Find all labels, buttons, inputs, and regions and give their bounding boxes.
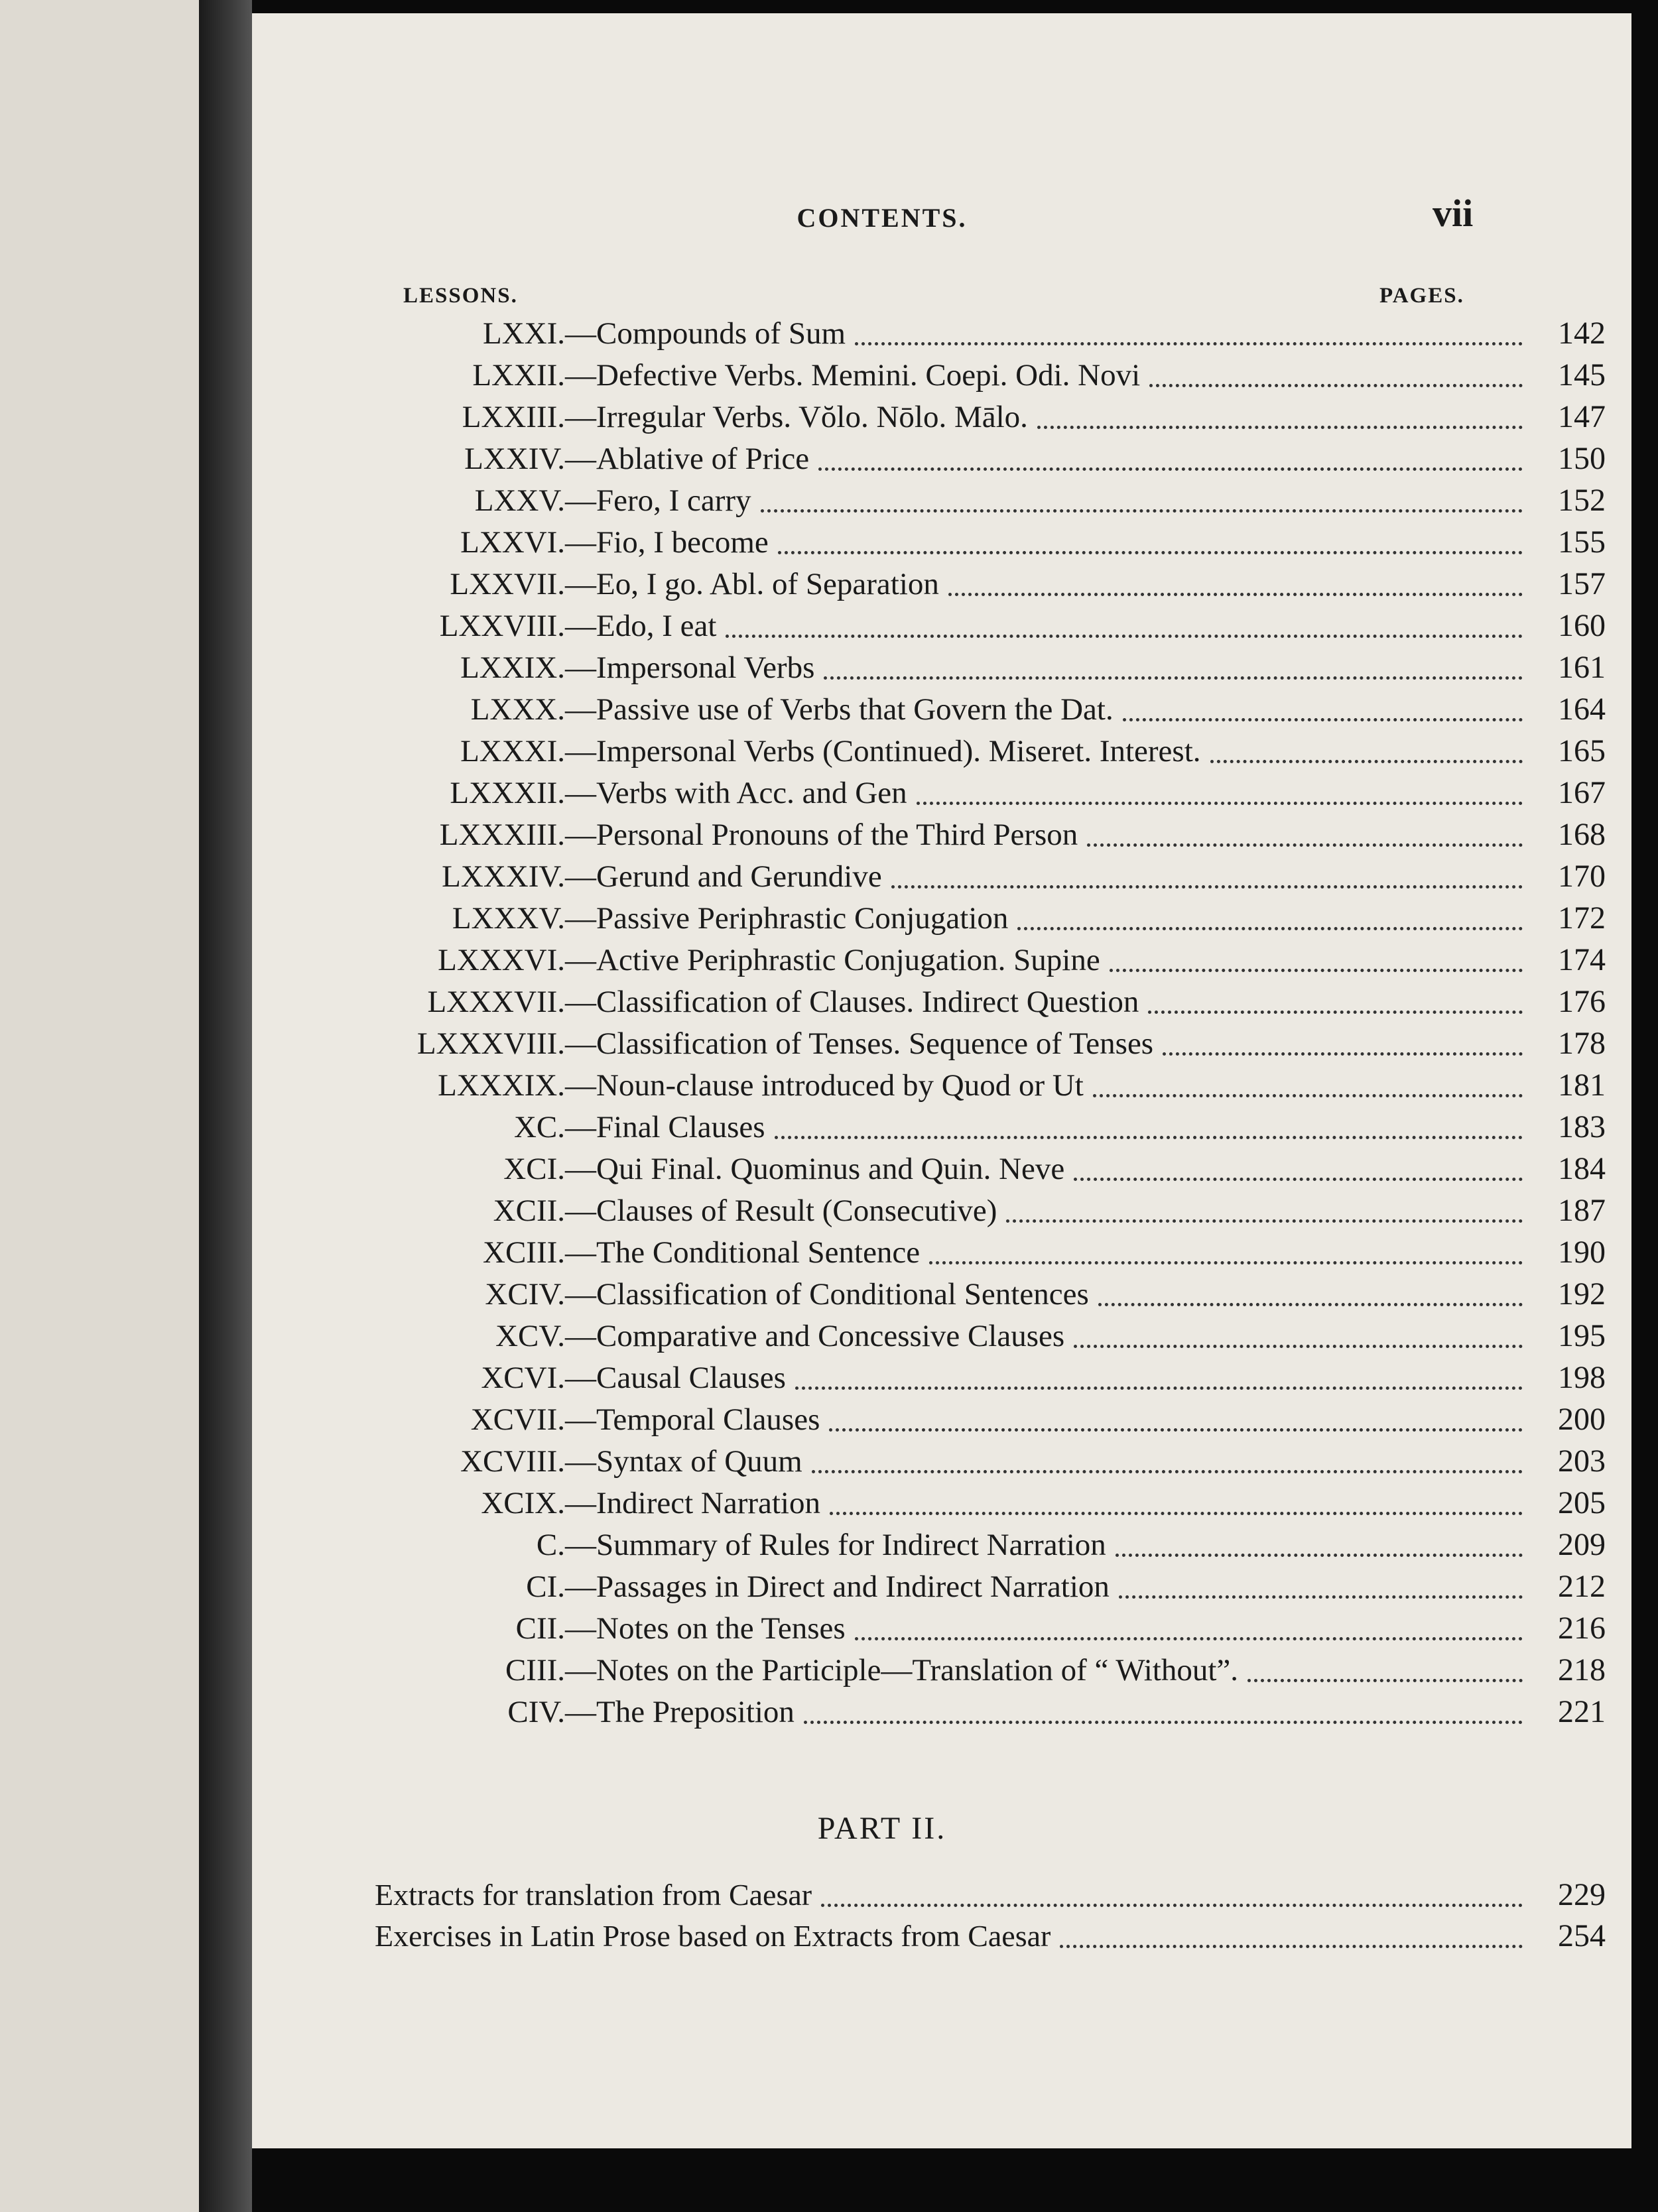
lesson-page: 212 <box>1558 1569 1606 1604</box>
lesson-title: Fero, I carry <box>596 483 751 518</box>
lesson-dash: — <box>565 1194 596 1228</box>
part2-page: 229 <box>1558 1877 1606 1912</box>
lesson-dash: — <box>565 1695 596 1729</box>
lesson-title: Notes on the Tenses <box>596 1611 846 1646</box>
lesson-title: Clauses of Result (Consecutive) <box>596 1194 997 1228</box>
lesson-page: 195 <box>1558 1318 1606 1353</box>
lesson-dash: — <box>565 1152 596 1186</box>
lesson-row <box>252 1610 1631 1652</box>
lesson-page: 181 <box>1558 1068 1606 1103</box>
lesson-number: LXXV. <box>474 483 565 518</box>
lesson-row <box>252 816 1631 858</box>
lesson-number: LXXXV. <box>452 901 565 936</box>
lesson-number: XCV. <box>495 1319 565 1353</box>
lesson-number: XCIII. <box>483 1235 565 1270</box>
part2-page: 254 <box>1558 1918 1606 1953</box>
lesson-page: 178 <box>1558 1026 1606 1061</box>
lesson-row <box>252 315 1631 357</box>
dot-leader <box>821 1904 1523 1907</box>
lesson-title: Temporal Clauses <box>596 1402 820 1437</box>
lesson-number: LXXXI. <box>460 734 565 768</box>
lesson-dash: — <box>565 1361 596 1395</box>
lesson-page: 164 <box>1558 692 1606 727</box>
dot-leader <box>929 1261 1523 1264</box>
part2-row <box>375 1876 1631 1918</box>
dot-leader <box>917 802 1523 805</box>
running-head: CONTENTS. <box>797 203 968 233</box>
lesson-title: Qui Final. Quominus and Quin. Neve <box>596 1152 1065 1186</box>
lesson-number: LXXXII. <box>450 776 565 810</box>
lesson-row <box>252 607 1631 649</box>
lesson-title: Indirect Narration <box>596 1486 820 1520</box>
lesson-page: 205 <box>1558 1485 1606 1520</box>
lesson-row <box>252 1150 1631 1192</box>
lesson-row <box>252 691 1631 733</box>
lesson-dash: — <box>565 1653 596 1688</box>
lesson-dash: — <box>565 567 596 601</box>
lessons-list <box>252 315 1631 1735</box>
lesson-number: XCVII. <box>470 1402 565 1437</box>
lesson-number: LXXX. <box>470 692 565 727</box>
lesson-page: 190 <box>1558 1235 1606 1270</box>
lesson-page: 150 <box>1558 441 1606 476</box>
part2-title: Exercises in Latin Prose based on Extracts from Caesar <box>375 1919 1051 1953</box>
lesson-number: LXXXVIII. <box>416 1026 565 1061</box>
lesson-number: XC. <box>513 1110 565 1144</box>
lesson-row <box>252 1276 1631 1318</box>
lesson-title: The Conditional Sentence <box>596 1235 921 1270</box>
dot-leader <box>891 885 1523 889</box>
lesson-title: Syntax of Quum <box>596 1444 802 1479</box>
lesson-number: CIII. <box>505 1653 565 1688</box>
lesson-title: Verbs with Acc. and Gen <box>596 776 907 810</box>
lesson-title: Final Clauses <box>596 1110 765 1144</box>
lesson-title: Fio, I become <box>596 525 769 560</box>
dot-leader <box>1119 1595 1523 1599</box>
dot-leader <box>775 1136 1523 1139</box>
lesson-page: 218 <box>1558 1652 1606 1688</box>
lesson-number: LXXI. <box>483 316 565 351</box>
lesson-title: Edo, I eat <box>596 609 717 643</box>
lesson-dash: — <box>565 1026 596 1061</box>
lesson-row <box>252 942 1631 983</box>
lesson-row <box>252 482 1631 524</box>
lesson-row <box>252 1067 1631 1109</box>
lesson-number: LXXXVII. <box>427 985 565 1019</box>
lesson-title: Defective Verbs. Memini. Coepi. Odi. Novi <box>596 358 1141 393</box>
lesson-number: LXXVII. <box>450 567 565 601</box>
dot-leader <box>812 1470 1523 1473</box>
dot-leader <box>824 676 1523 680</box>
lesson-dash: — <box>565 650 596 685</box>
lesson-dash: — <box>565 358 596 393</box>
lesson-row <box>252 399 1631 440</box>
lesson-number: LXXXVI. <box>438 943 565 977</box>
dot-leader <box>1037 426 1523 429</box>
lesson-number: XCVIII. <box>460 1444 565 1479</box>
lesson-title: Active Periphrastic Conjugation. Supine <box>596 943 1100 977</box>
lesson-dash: — <box>565 901 596 936</box>
dot-leader <box>1060 1945 1523 1948</box>
dot-leader <box>1116 1554 1523 1557</box>
dot-leader <box>726 635 1523 638</box>
lesson-dash: — <box>565 1068 596 1103</box>
lesson-dash: — <box>565 316 596 351</box>
lesson-title: Ablative of Price <box>596 442 810 476</box>
dot-leader <box>1087 843 1523 847</box>
lesson-number: LXXVI. <box>460 525 565 560</box>
lesson-dash: — <box>565 525 596 560</box>
lesson-title: Causal Clauses <box>596 1361 786 1395</box>
lesson-number: CIV. <box>507 1695 565 1729</box>
lesson-number: XCIX. <box>481 1486 565 1520</box>
lesson-number: CII. <box>515 1611 565 1646</box>
lesson-page: 155 <box>1558 524 1606 560</box>
lesson-dash: — <box>565 1528 596 1562</box>
lesson-row <box>252 983 1631 1025</box>
lesson-dash: — <box>565 1569 596 1604</box>
lesson-row <box>252 1652 1631 1693</box>
lesson-title: Classification of Conditional Sentences <box>596 1277 1089 1312</box>
lesson-page: 142 <box>1558 316 1606 351</box>
dot-leader <box>830 1512 1523 1515</box>
dot-leader <box>1093 1094 1523 1097</box>
part2-row <box>375 1918 1631 1959</box>
lesson-row <box>252 858 1631 900</box>
lesson-page: 174 <box>1558 942 1606 977</box>
lesson-number: XCII. <box>493 1194 565 1228</box>
lesson-row <box>252 1359 1631 1401</box>
lesson-row <box>252 1485 1631 1526</box>
lesson-number: XCVI. <box>481 1361 565 1395</box>
lesson-page: 161 <box>1558 650 1606 685</box>
lesson-number: LXXIV. <box>464 442 565 476</box>
lesson-title: Summary of Rules for Indirect Narration <box>596 1528 1106 1562</box>
lesson-title: Passages in Direct and Indirect Narration <box>596 1569 1110 1604</box>
lesson-title: Classification of Tenses. Sequence of Tenses <box>596 1026 1154 1061</box>
lesson-page: 187 <box>1558 1193 1606 1228</box>
lesson-title: Passive use of Verbs that Govern the Dat. <box>596 692 1114 727</box>
lesson-page: 203 <box>1558 1444 1606 1479</box>
dot-leader <box>778 551 1523 554</box>
lesson-dash: — <box>565 1486 596 1520</box>
lesson-dash: — <box>565 442 596 476</box>
lesson-page: 168 <box>1558 817 1606 852</box>
lesson-row <box>252 1526 1631 1568</box>
lesson-number: LXXVIII. <box>439 609 565 643</box>
lesson-page: 192 <box>1558 1276 1606 1312</box>
page-number: vii <box>1433 192 1474 235</box>
facing-page-edge <box>0 0 199 2212</box>
lesson-dash: — <box>565 818 596 852</box>
lesson-dash: — <box>565 483 596 518</box>
dot-leader <box>795 1386 1523 1390</box>
dot-leader <box>948 593 1523 596</box>
lesson-row <box>252 1443 1631 1485</box>
part2-list <box>375 1876 1631 1959</box>
dot-leader <box>1074 1178 1523 1181</box>
contents-page <box>252 13 1631 2148</box>
lesson-title: Irregular Verbs. Vŏlo. Nōlo. Mālo. <box>596 400 1028 434</box>
lesson-page: 176 <box>1558 984 1606 1019</box>
lesson-page: 209 <box>1558 1527 1606 1562</box>
lesson-dash: — <box>565 943 596 977</box>
lesson-row <box>252 900 1631 942</box>
lesson-title: Impersonal Verbs (Continued). Miseret. Interest. <box>596 734 1201 768</box>
lesson-row <box>252 649 1631 691</box>
lesson-row <box>252 566 1631 607</box>
lesson-number: LXXII. <box>472 358 565 393</box>
dot-leader <box>1110 969 1523 972</box>
lesson-page: 160 <box>1558 608 1606 643</box>
lesson-page: 198 <box>1558 1360 1606 1395</box>
part2-title: Extracts for translation from Caesar <box>375 1878 812 1912</box>
lesson-dash: — <box>565 776 596 810</box>
lesson-page: 184 <box>1558 1151 1606 1186</box>
lesson-number: LXXXIX. <box>438 1068 565 1103</box>
lesson-row <box>252 1318 1631 1359</box>
part-heading: PART II. <box>817 1811 947 1846</box>
dot-leader <box>1123 718 1523 721</box>
lesson-dash: — <box>565 1611 596 1646</box>
dot-leader <box>1148 1011 1523 1014</box>
lesson-row <box>252 1109 1631 1150</box>
dot-leader <box>1098 1303 1523 1306</box>
lesson-title: Notes on the Participle—Translation of “ Without”. <box>596 1653 1238 1688</box>
lesson-page: 170 <box>1558 859 1606 894</box>
lesson-page: 221 <box>1558 1694 1606 1729</box>
dot-leader <box>818 467 1523 471</box>
lesson-dash: — <box>565 859 596 894</box>
book-gutter <box>199 0 252 2212</box>
lesson-page: 157 <box>1558 566 1606 601</box>
dot-leader <box>804 1721 1523 1724</box>
lesson-page: 165 <box>1558 733 1606 768</box>
dot-leader <box>855 1637 1523 1640</box>
lesson-dash: — <box>565 400 596 434</box>
lesson-title: Gerund and Gerundive <box>596 859 882 894</box>
lesson-row <box>252 733 1631 774</box>
lesson-row <box>252 1192 1631 1234</box>
lesson-row <box>252 524 1631 566</box>
lesson-title: Compounds of Sum <box>596 316 846 351</box>
lesson-dash: — <box>565 609 596 643</box>
lesson-page: 147 <box>1558 399 1606 434</box>
lesson-dash: — <box>565 1277 596 1312</box>
lesson-page: 152 <box>1558 483 1606 518</box>
lesson-dash: — <box>565 1110 596 1144</box>
dot-leader <box>761 509 1523 513</box>
lesson-page: 172 <box>1558 900 1606 936</box>
lesson-row <box>252 1401 1631 1443</box>
dot-leader <box>1017 927 1523 930</box>
lesson-number: XCIV. <box>485 1277 565 1312</box>
lesson-dash: — <box>565 734 596 768</box>
lesson-row <box>252 1025 1631 1067</box>
lesson-number: LXXIX. <box>460 650 565 685</box>
lesson-row <box>252 1693 1631 1735</box>
lesson-page: 200 <box>1558 1402 1606 1437</box>
lesson-row <box>252 774 1631 816</box>
lessons-column-label: LESSONS. <box>403 284 518 308</box>
lesson-dash: — <box>565 985 596 1019</box>
dot-leader <box>829 1428 1523 1432</box>
dot-leader <box>1149 384 1523 387</box>
lesson-dash: — <box>565 1319 596 1353</box>
lesson-row <box>252 440 1631 482</box>
lesson-number: C. <box>536 1528 565 1562</box>
lesson-number: LXXIII. <box>462 400 565 434</box>
lesson-dash: — <box>565 1444 596 1479</box>
lesson-number: CI. <box>526 1569 565 1604</box>
lesson-title: Comparative and Concessive Clauses <box>596 1319 1065 1353</box>
lesson-title: Eo, I go. Abl. of Separation <box>596 567 939 601</box>
lesson-title: Passive Periphrastic Conjugation <box>596 901 1009 936</box>
lesson-number: LXXXIV. <box>442 859 565 894</box>
dot-leader <box>1210 760 1523 763</box>
lesson-title: Impersonal Verbs <box>596 650 815 685</box>
lesson-page: 145 <box>1558 357 1606 393</box>
lesson-title: Noun-clause introduced by Quod or Ut <box>596 1068 1084 1103</box>
dot-leader <box>1074 1345 1523 1348</box>
lesson-dash: — <box>565 1235 596 1270</box>
lesson-number: XCI. <box>503 1152 565 1186</box>
lesson-dash: — <box>565 692 596 727</box>
lesson-title: The Preposition <box>596 1695 795 1729</box>
dot-leader <box>855 342 1523 345</box>
lesson-title: Classification of Clauses. Indirect Question <box>596 985 1139 1019</box>
lesson-page: 167 <box>1558 775 1606 810</box>
dot-leader <box>1163 1052 1523 1056</box>
lesson-row <box>252 357 1631 399</box>
lesson-page: 216 <box>1558 1611 1606 1646</box>
lesson-row <box>252 1234 1631 1276</box>
dot-leader <box>1006 1219 1523 1223</box>
lesson-row <box>252 1568 1631 1610</box>
lesson-dash: — <box>565 1402 596 1437</box>
lesson-title: Personal Pronouns of the Third Person <box>596 818 1078 852</box>
pages-column-label: PAGES. <box>1379 284 1464 308</box>
lesson-number: LXXXIII. <box>439 818 565 852</box>
dot-leader <box>1247 1679 1523 1682</box>
lesson-page: 183 <box>1558 1109 1606 1144</box>
